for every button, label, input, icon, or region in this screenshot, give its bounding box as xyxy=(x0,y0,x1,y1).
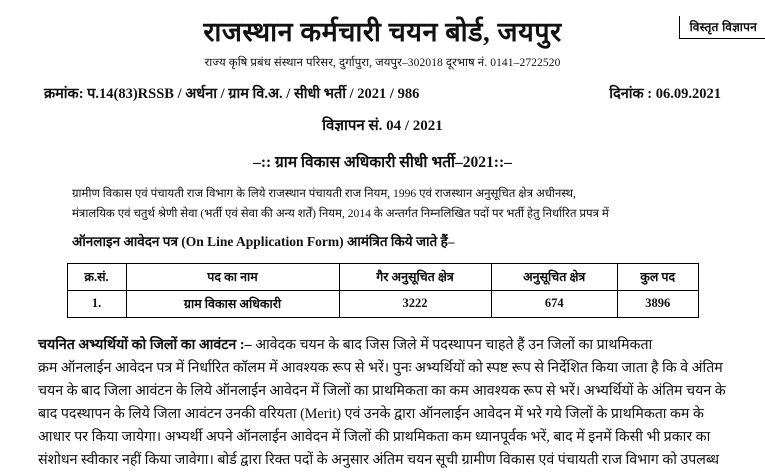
allotment-line-1: आवेदक चयन के बाद जिस जिले में पदस्थापन चाहते हैं उन जिलों का प्राथमिकता xyxy=(255,336,653,353)
intro-line-2: मंत्रालयिक एवं चतुर्थ श्रेणी सेवा (भर्ती एवं सेवा की अन्य शर्तें) नियम, 2014 के अन्तर्गत निम्नलिखित पदों पर भर्ती हेतु निर्धारित प्रपत्र में xyxy=(72,206,609,220)
col-non-scheduled: गैर अनुसूचित क्षेत्र xyxy=(339,263,491,290)
col-total: कुल पद xyxy=(617,263,698,290)
cell-scheduled: 674 xyxy=(491,290,617,317)
cell-total: 3896 xyxy=(617,290,698,317)
advertisement-number: विज्ञापन सं. 04 / 2021 xyxy=(322,118,443,135)
district-allotment-section xyxy=(38,334,727,472)
allotment-line-4: बाद पदस्थापन के लिये जिला आवंटन उनकी वरियता (Merit) एवं उनके द्वारा ऑनलाईन आवेदन में भरे गये जिलों के प्राथमिकता कम के xyxy=(38,405,704,422)
col-sno: क्र.सं. xyxy=(67,263,126,290)
date-label: दिनांक : xyxy=(609,86,653,103)
cell-post-name: ग्राम विकास अधिकारी xyxy=(126,290,339,317)
board-address: राज्य कृषि प्रबंध संस्थान परिसर, दुर्गापुरा, जयपुर–302018 दूरभाष नं. 0141–2722520 xyxy=(204,57,561,70)
allotment-lead: चयनित अभ्यर्थियों को जिलों का आवंटन :– xyxy=(38,336,252,353)
file-meta-row xyxy=(38,83,727,103)
allotment-line-5: आधार पर किया जायेगा। अभ्यर्थी अपने ऑनलाईन आवेदन में जिलों की प्राथमिकता कम ध्यानपूर्वक भरें, बाद में इनमें किसी भी प्रकार का xyxy=(38,428,711,445)
col-post-name: पद का नाम xyxy=(126,263,339,290)
allotment-line-2: क्रम ऑनलाईन आवेदन पत्र में निर्धारित कॉलम में आवश्यक रूप से भरें। पुनः अभ्यर्थियों को स्पष्ट रूप से निर्देशित किया जाता है कि वे अंतिम xyxy=(38,359,723,376)
page-title: राजस्थान कर्मचारी चयन बोर्ड, जयपुर xyxy=(203,17,562,47)
cell-sno: 1. xyxy=(67,290,126,317)
file-number: क्रमांक: प.14(83)RSSB / अर्धना / ग्राम वि.अ. / सीधी भर्ती / 2021 / 986 xyxy=(44,86,420,103)
online-application-invite: ऑनलाइन आवेदन पत्र (On Line Application Form) आमंत्रित किये जाते हैं– xyxy=(72,233,455,249)
col-scheduled: अनुसूचित क्षेत्र xyxy=(491,263,617,290)
allotment-line-6: संशोधन स्वीकार नहीं किया जावेगा। बोर्ड द्वारा रिक्त पदों के अनुसार अंतिम चयन सूची ग्रामीण विकास एवं पंचायती राज विभाग को उपलब्ध xyxy=(38,451,720,468)
allotment-line-3: चयन के बाद जिला आवंटन के लिये ऑनलाईन आवेदन में जिलों का प्राथमिकता का कम आवश्यक रूप से भरें। अभ्यर्थियों के अंतिम चयन के xyxy=(38,382,726,399)
cell-non-scheduled: 3222 xyxy=(339,290,491,317)
document-page xyxy=(0,16,765,468)
issue-date xyxy=(609,83,721,103)
table-row xyxy=(67,290,698,317)
table-header-row xyxy=(67,263,698,290)
date-value: 06.09.2021 xyxy=(655,86,721,103)
posts-table xyxy=(67,263,699,318)
intro-paragraph xyxy=(72,184,693,222)
detailed-advertisement-tab[interactable]: विस्तृत विज्ञापन xyxy=(679,16,765,39)
advertisement-heading: –:: ग्राम विकास अधिकारी सीधी भर्ती–2021::– xyxy=(253,154,512,172)
intro-line-1: ग्रामीण विकास एवं पंचायती राज विभाग के लिये राजस्थान पंचायती राज नियम, 1996 एवं राजस्थान अनुसूचित क्षेत्र अधीनस्थ, xyxy=(72,187,576,201)
